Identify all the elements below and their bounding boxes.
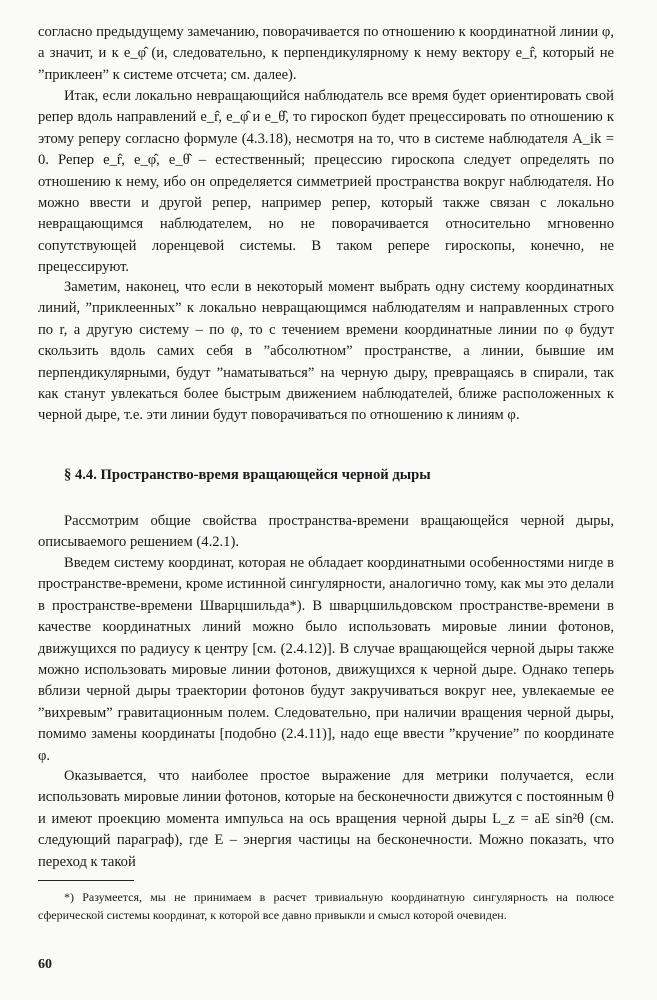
paragraph-coordinate-system: Введем систему координат, которая не обладает координатными особенностями нигде в пространстве-времени, кроме истинной сингулярности, аналогично тому, как мы это делали в пространстве-времени Шварцшильда*). В шварцшильдовском пространстве-времени в качестве координатных линий можно было использовать мировые линии фотонов, движущихся по радиусу к центру [см. (2.4.12)]. В случае вращающейся черной дыры также можно использовать мировые линии фотонов, движущихся к черной дыре. Однако теперь вблизи черной дыры траектории фотонов будут закручиваться вокруг нее, увлекаемые ее ”вихревым” гравитационным полем. Следовательно, при наличии вращения черной дыры, помимо замены координаты [подобно (2.4.11)], надо еще ввести ”кручение” по координате φ. [38, 555, 614, 764]
footnote-divider [38, 880, 134, 881]
page-number: 60 [38, 957, 52, 972]
paragraph-general-properties: Рассмотрим общие свойства пространства-времени вращающейся черной дыры, описываемого решением (4.2.1). [38, 513, 614, 551]
paragraph-coordinate-lines: Заметим, наконец, что если в некоторый момент выбрать одну систему координатных линий, ”приклеенных” к локально невращающимся наблюдателям и направленных строго по r, а другую систему – по φ, то с течением времени координатные линии по φ будут скользить вдоль самих себя в ”абсолютном” пространстве, а линии, бывшие им перпендикулярными, будут ”наматываться” на черную дыру, превращаясь в спирали, так как станут увлекаться более быстрым движением наблюдателей, ближе расположенных к черной дыре, т.е. эти линии будут поворачиваться по отношению к линиям φ. [38, 279, 614, 424]
paragraph-metric-expression: Оказывается, что наиболее простое выражение для метрики получается, если использовать мировые линии фотонов, которые на бесконечности движутся с постоянным θ и имеют проекцию момента импульса на ось вращения черной дыры L_z = aE sin²θ (см. следующий параграф), где E – энергия частицы на бесконечности. Можно показать, что переход к такой [38, 768, 614, 870]
paragraph-frame-orientation: Итак, если локально невращающийся наблюдатель все время будет ориентировать свой репер вдоль направлений e_r̂, e_φ̂ и e_θ̂, то гироскоп будет прецессировать по отношению к этому реперу согласно формуле (4.3.18), несмотря на то, что в системе наблюдателя A_ik = 0. Репер e_r̂, e_φ̂, e_θ̂ – естественный; прецессию гироскопа следует определять по отношению к нему, ибо он определяется симметрией пространства вокруг наблюдателя. Но можно ввести и другой репер, например репер, который также связан с локально невращающимся наблюдателем, но не поворачивается относительно мгновенно сопутствующей лоренцевой системы. В таком репере гироскопы, конечно, не прецессируют. [38, 88, 614, 276]
paragraph-continuation: согласно предыдущему замечанию, поворачивается по отношению к координатной линии φ, а значит, и к e_φ̂ (и, следовательно, к перпендикулярному к нему вектору e_r̂, который не ”приклеен” к системе отсчета; см. далее). [38, 24, 614, 83]
section-heading: § 4.4. Пространство-время вращающейся черной дыры [64, 467, 431, 483]
footnote: *) Разумеется, мы не принимаем в расчет тривиальную координатную сингулярность на полюсе сферической системы координат, к которой все давно привыкли и смысл которой очевиден. [38, 890, 614, 922]
